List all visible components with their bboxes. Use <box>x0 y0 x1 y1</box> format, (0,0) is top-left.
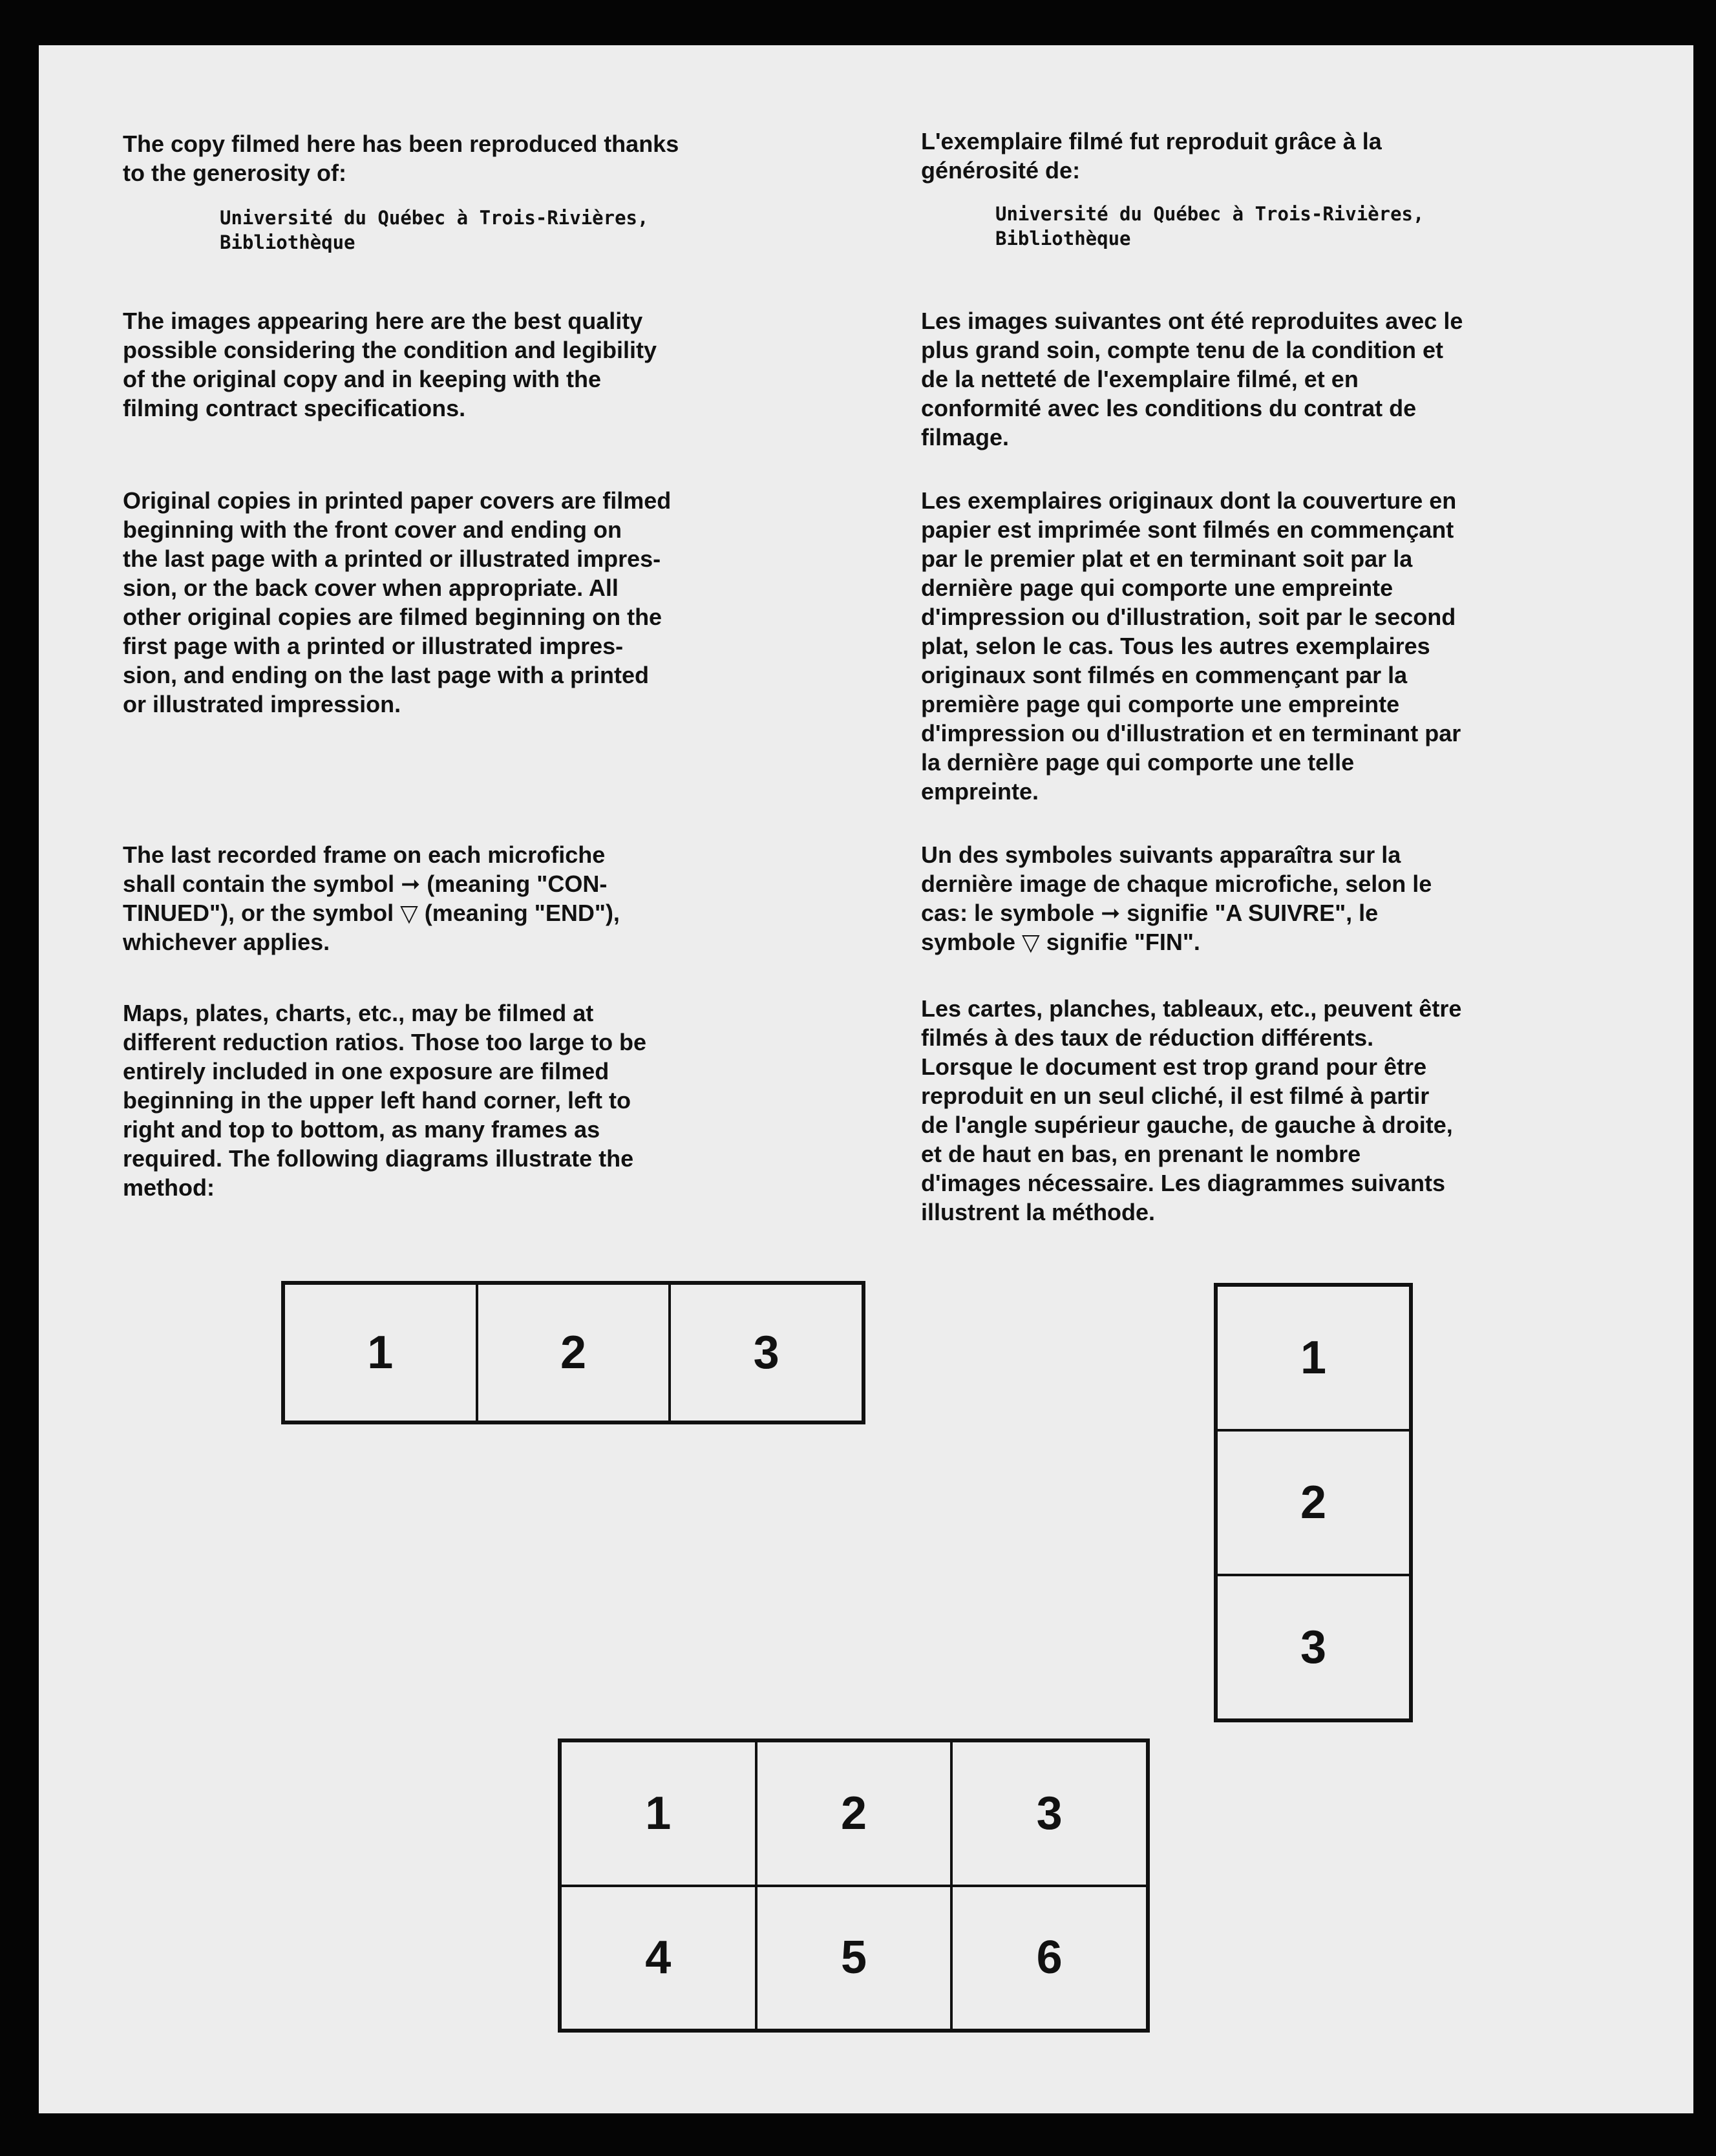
grid-frames-diagram <box>558 1739 1150 2033</box>
english-thanks: The copy filmed here has been reproduced thanks to the generosity of: <box>123 131 679 186</box>
frame-cell: 1 <box>285 1285 476 1421</box>
vertical-frames-diagram <box>1214 1283 1413 1722</box>
english-quality-paragraph: The images appearing here are the best quality possible considering the condition and legibility of the original copy and in keeping with the filming contract specifications. <box>123 308 657 421</box>
horizontal-frames-diagram <box>281 1281 865 1424</box>
frame-cell: 3 <box>1218 1576 1409 1718</box>
french-thanks: L'exemplaire filmé fut reproduit grâce à la générosité de: <box>921 128 1382 184</box>
english-maps-paragraph: Maps, plates, charts, etc., may be filmed at different reduction ratios. Those too large to be entirely included in one exposure are filmed beginning in the upper left hand corner, left to right and top to bottom, as many frames as required. The following diagrams illustrate the method: <box>123 1000 647 1201</box>
french-institution: Université du Québec à Trois-Rivières, Bibliothèque <box>995 203 1425 249</box>
frame-cell: 2 <box>757 1742 951 1885</box>
french-maps-paragraph: Les cartes, planches, tableaux, etc., peuvent être filmés à des taux de réduction différents. Lorsque le document est trop grand pour être reproduit en un seul cliché, il est filmé à partir de l'angle supérieur gauche, de gauche à droite, et de haut en bas, en prenant le nombre d'images nécessaire. Les diagrammes suivants illustrent la méthode. <box>921 995 1462 1225</box>
frame-cell: 1 <box>562 1742 755 1885</box>
frame-cell: 6 <box>953 1887 1146 2029</box>
english-symbols-paragraph: The last recorded frame on each microfiche shall contain the symbol ➞ (meaning "CON- TINUED"), or the symbol ▽ (meaning "END"), whichever applies. <box>123 841 620 955</box>
frame-cell: 1 <box>1218 1287 1409 1429</box>
frame-cell: 3 <box>953 1742 1146 1885</box>
frame-cell: 4 <box>562 1887 755 2029</box>
french-symbols-paragraph: Un des symboles suivants apparaîtra sur la dernière image de chaque microfiche, selon le cas: le symbole ➞ signifie "A SUIVRE", le symbole ▽ signifie "FIN". <box>921 841 1432 955</box>
french-quality-paragraph: Les images suivantes ont été reproduites avec le plus grand soin, compte tenu de la condition et de la netteté de l'exemplaire filmé, et en conformité avec les conditions du contrat de filmage. <box>921 308 1463 450</box>
filming-notice-page <box>39 45 1693 2113</box>
frame-cell: 5 <box>757 1887 951 2029</box>
frame-cell: 3 <box>671 1285 862 1421</box>
english-originals-paragraph: Original copies in printed paper covers are filmed beginning with the front cover and ending on the last page with a printed or illustrated impres- sion, or the back cover when appropriate. All other original copies are filmed beginning on the first page with a printed or illustrated impres- sion, and ending on the last page with a printed or illustrated impression. <box>123 487 672 717</box>
frame-cell: 2 <box>1218 1432 1409 1574</box>
frame-cell: 2 <box>478 1285 669 1421</box>
english-institution: Université du Québec à Trois-Rivières, Bibliothèque <box>220 207 649 253</box>
french-originals-paragraph: Les exemplaires originaux dont la couverture en papier est imprimée sont filmés en commençant par le premier plat et en terminant soit par la dernière page qui comporte une empreinte d'impression ou d'illustration, soit par le second plat, selon le cas. Tous les autres exemplaires originaux sont filmés en commençant par la première page qui comporte une empreinte d'impression ou d'illustration et en terminant par la dernière page qui comporte une telle empreinte. <box>921 487 1461 805</box>
